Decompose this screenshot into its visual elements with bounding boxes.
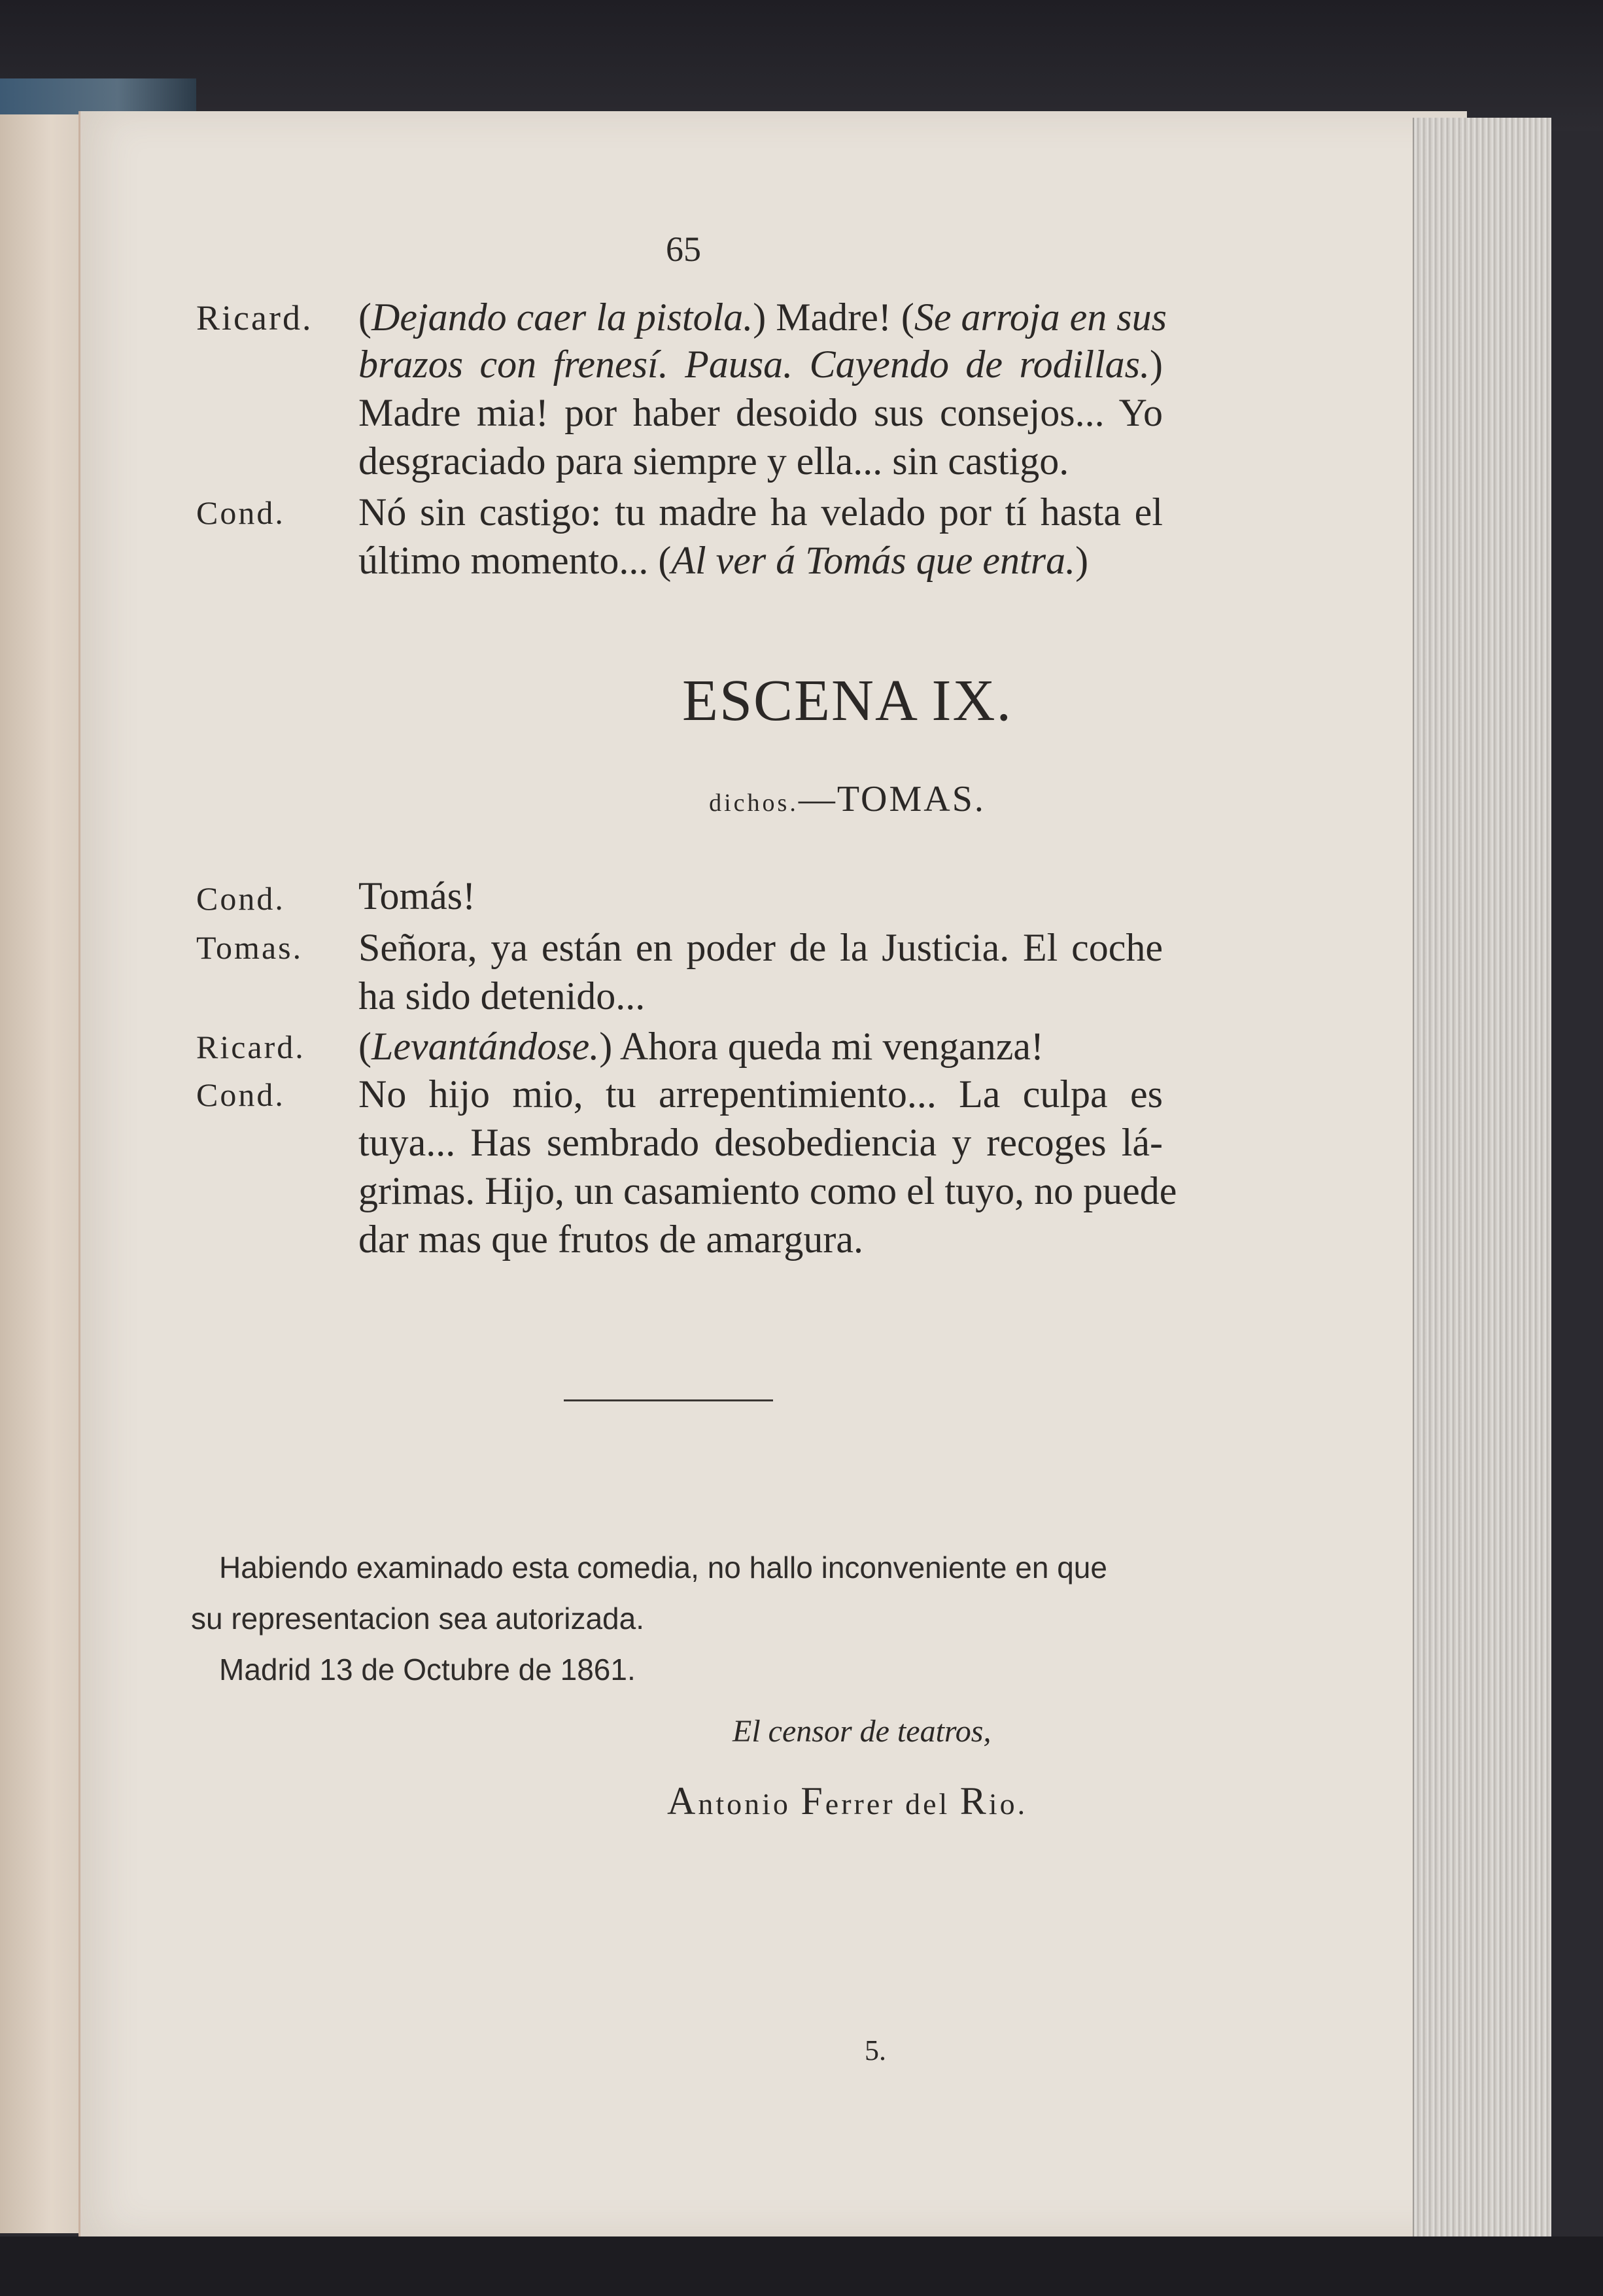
dialogue-line: Señora, ya están en poder de la Justicia. El coche — [358, 926, 1163, 969]
dialogue-line: (Levantándose.) Ahora queda mi venganza! — [358, 1025, 1044, 1068]
censor-date: Madrid 13 de Octubre de 1861. — [219, 1653, 636, 1687]
speaker-cond: Cond. — [196, 494, 285, 531]
censor-text: su representacion sea autorizada. — [191, 1602, 644, 1636]
censor-name: Antonio Ferrer del Rio. — [667, 1779, 1028, 1823]
dialogue-line: tuya... Has sembrado desobediencia y recoges lá- — [358, 1121, 1163, 1164]
speaker-tomas: Tomas. — [196, 929, 303, 966]
dialogue-line: desgraciado para siempre y ella... sin castigo. — [358, 439, 1069, 483]
dialogue-line: último momento... (Al ver á Tomás que entra.) — [358, 539, 1089, 582]
signature-mark: 5. — [865, 2034, 886, 2066]
section-rule — [564, 1399, 773, 1401]
speaker-cond: Cond. — [196, 880, 285, 917]
dialogue-line: brazos con frenesí. Pausa. Cayendo de rodillas.) — [358, 343, 1163, 386]
dialogue-line: dar mas que frutos de amargura. — [358, 1218, 863, 1261]
censor-title: El censor de teatros, — [733, 1714, 991, 1749]
scene-cast: dichos.—TOMAS. — [709, 779, 986, 819]
censor-text: Habiendo examinado esta comedia, no hallo inconveniente en que — [219, 1551, 1107, 1585]
scan-bottom — [0, 2236, 1603, 2296]
facing-page-edge — [0, 114, 86, 2233]
dialogue-line: (Dejando caer la pistola.) Madre! (Se arroja en sus — [358, 296, 1167, 339]
speaker-ricard: Ricard. — [196, 1029, 305, 1065]
dialogue-line: No hijo mio, tu arrepentimiento... La culpa es — [358, 1072, 1163, 1116]
speaker-ricard: Ricard. — [196, 298, 313, 337]
page-edges — [1413, 118, 1551, 2236]
dialogue-line: Tomás! — [358, 874, 476, 917]
page-number: 65 — [666, 230, 701, 269]
dialogue-line: Madre mia! por haber desoido sus consejos... Yo — [358, 391, 1163, 434]
dialogue-line: ha sido detenido... — [358, 974, 646, 1018]
dialogue-line: grimas. Hijo, un casamiento como el tuyo, no puede — [358, 1169, 1177, 1212]
scene-title: ESCENA IX. — [681, 668, 1013, 733]
speaker-cond: Cond. — [196, 1076, 285, 1113]
dialogue-line: Nó sin castigo: tu madre ha velado por tí hasta el — [358, 490, 1163, 534]
